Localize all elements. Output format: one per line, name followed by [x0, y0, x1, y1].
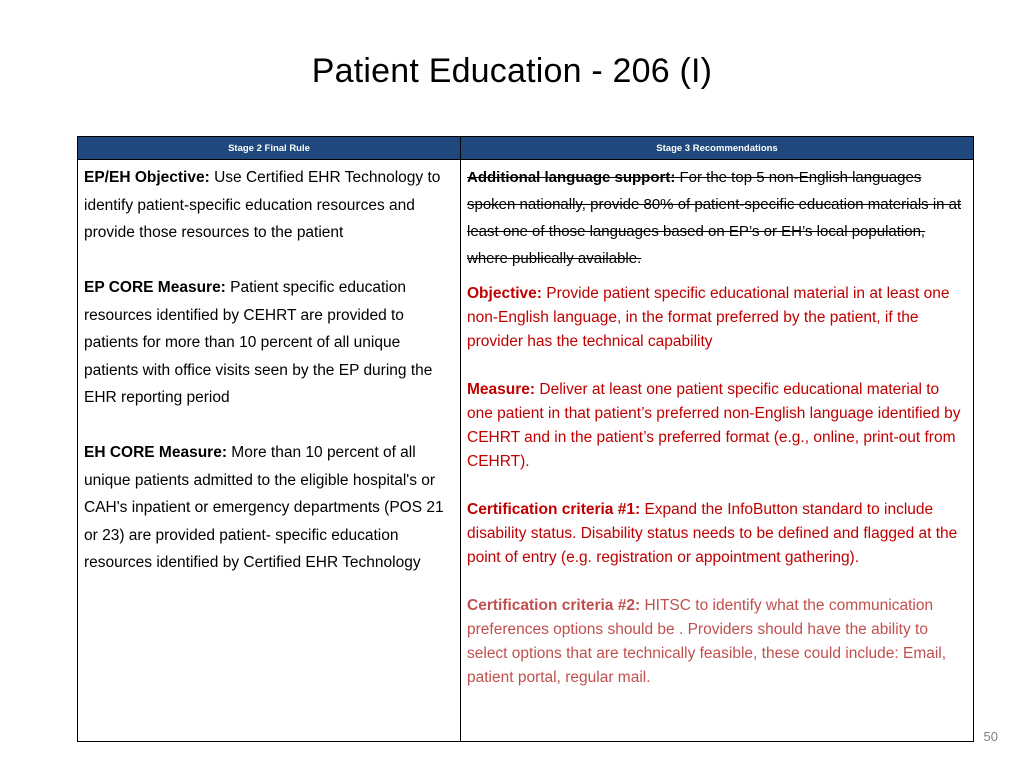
comparison-table: [77, 136, 974, 742]
certification-criteria-1-text: Expand the InfoButton standard to include disability status. Disability status needs to be defined and flagged at the point of entry (e.g. registration or appointment gathering).: [467, 501, 958, 566]
eh-core-measure-text: More than 10 percent of all unique patients admitted to the eligible hospital's or CAH's inpatient or emergency departments (POS 21 or 23) are provided patient- specific education resources identified by Certified EHR Technology: [84, 444, 444, 571]
eh-core-measure-label: EH CORE Measure:: [84, 444, 227, 461]
ep-eh-objective: [84, 164, 454, 247]
eh-core-measure: [84, 439, 454, 577]
certification-criteria-2-text: HITSC to identify what the communication preferences options should be . Providers should have the ability to select options that are technically feasible, these could include: Email, patient portal, regular mail.: [467, 597, 947, 686]
certification-criteria-2-label: Certification criteria #2:: [467, 597, 641, 614]
header-stage3: Stage 3 Recommendations: [461, 137, 974, 160]
header-stage2: Stage 2 Final Rule: [78, 137, 461, 160]
stage3-measure-label: Measure:: [467, 381, 536, 398]
language-support-text: For the top 5 non-English languages spoken nationally, provide 80% of patient-specific education materials in at least one of those languages based on EP’s or EH’s local population, where publically available.: [467, 169, 962, 267]
table-row: [78, 160, 974, 742]
ep-core-measure: [84, 274, 454, 412]
language-support: [467, 164, 967, 272]
stage3-objective-label: Objective:: [467, 285, 542, 302]
stage3-objective-text: Provide patient specific educational material in at least one non-English language, in the format preferred by the patient, if the provider has the technical capability: [467, 285, 950, 350]
table-header-row: [78, 137, 974, 160]
certification-criteria-1: [467, 498, 967, 570]
ep-core-measure-label: EP CORE Measure:: [84, 279, 226, 296]
ep-eh-objective-label: EP/EH Objective:: [84, 169, 210, 186]
slide-title: Patient Education - 206 (I): [311, 52, 713, 90]
ep-eh-objective-text: Use Certified EHR Technology to identify patient-specific education resources and provide those resources to the patient: [84, 169, 441, 241]
page-number: 50: [983, 729, 998, 744]
certification-criteria-2: [467, 594, 967, 690]
certification-criteria-1-label: Certification criteria #1:: [467, 501, 641, 518]
stage3-objective: [467, 282, 967, 354]
stage3-measure: [467, 378, 967, 474]
language-support-label: Additional language support:: [467, 169, 676, 186]
stage3-measure-text: Deliver at least one patient specific educational material to one patient in that patient’s preferred non-English language identified by CEHRT and in the patient’s preferred format (e.g., online, print-out from CEHRT).: [467, 381, 961, 470]
stage3-cell: [461, 160, 974, 742]
stage2-cell: [78, 160, 461, 742]
ep-core-measure-text: Patient specific education resources identified by CEHRT are provided to patients for more than 10 percent of all unique patients with office visits seen by the EP during the EHR reporting period: [84, 279, 433, 406]
